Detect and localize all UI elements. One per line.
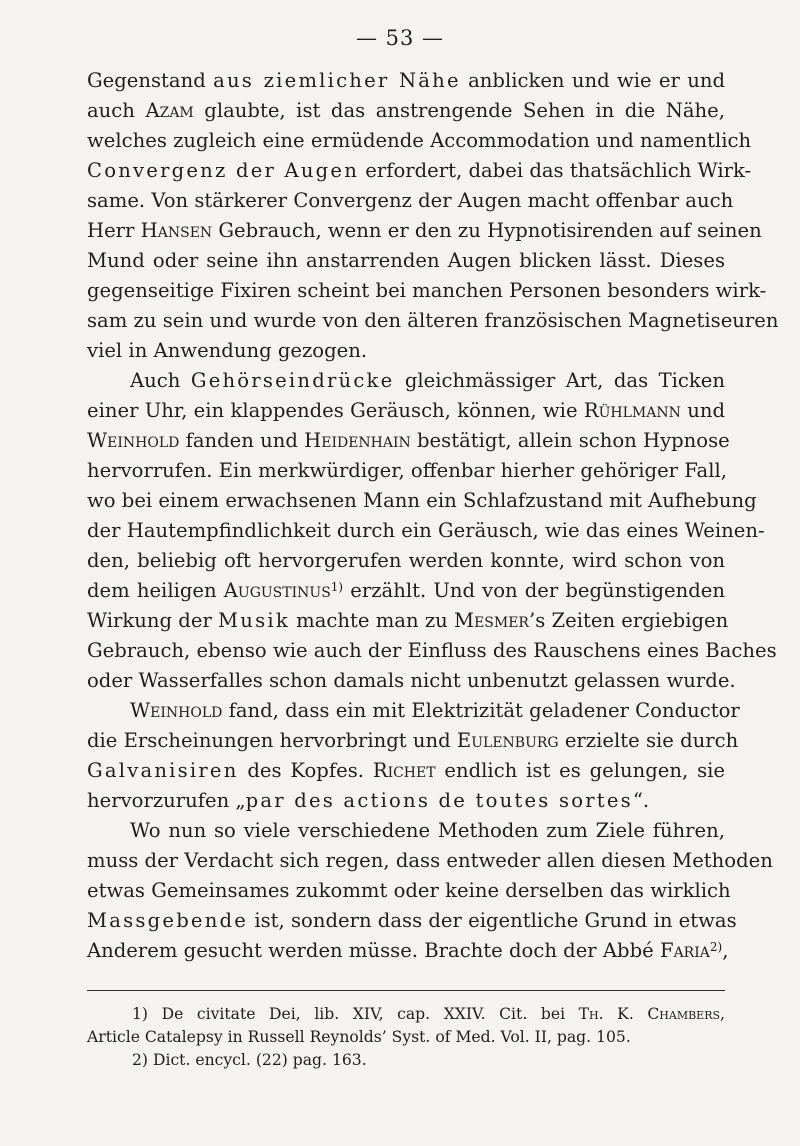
text-run: machte man zu bbox=[289, 609, 454, 632]
text-line bbox=[87, 816, 725, 846]
text-run: anblicken und wie er und bbox=[460, 69, 725, 92]
text-run: Gebrauch, wenn er den zu Hypnotisirenden auf seinen bbox=[212, 219, 762, 242]
text-run: sam zu sein und wurde von den älteren französischen Magnetiseuren bbox=[87, 309, 779, 332]
text-run: 2) Dict. encycl. (22) pag. 163. bbox=[132, 1051, 367, 1069]
text-run: bestätigt, allein schon Hypnose bbox=[410, 429, 730, 452]
footnotes bbox=[87, 1003, 725, 1072]
text-run: Weinhold bbox=[87, 429, 180, 452]
page-number: — 53 — bbox=[355, 26, 445, 50]
text-line bbox=[87, 636, 777, 666]
text-line bbox=[87, 216, 762, 246]
text-run: endlich ist es gelungen, sie bbox=[435, 759, 725, 782]
text-line bbox=[87, 696, 740, 726]
text-run: Richet bbox=[372, 759, 436, 782]
text-run: Hansen bbox=[140, 219, 213, 242]
text-run: Article Catalepsy in Russell Reynolds’ Syst. of Med. Vol. II, pag. 105. bbox=[87, 1028, 631, 1046]
text-run: aus ziemlicher Nähe bbox=[213, 69, 461, 92]
text-line bbox=[87, 246, 725, 276]
text-run: erzielte sie durch bbox=[558, 729, 739, 752]
text-run: Th. K. Chambers bbox=[578, 1005, 721, 1023]
text-line bbox=[87, 126, 752, 156]
text-run: par des actions de toutes sortes bbox=[245, 789, 633, 812]
text-line bbox=[87, 456, 725, 486]
footnote-line bbox=[87, 1026, 725, 1049]
text-run: Gebrauch, ebenso wie auch der Einfluss des Rauschens eines Baches bbox=[87, 639, 777, 662]
text-run: Rühlmann bbox=[583, 399, 681, 422]
text-run: ’s Zeiten ergiebigen bbox=[528, 609, 729, 632]
text-line bbox=[87, 306, 779, 336]
text-run: Gehörseindrücke bbox=[190, 369, 395, 392]
text-run: Wo nun so viele verschiedene Methoden zum Ziele führen, bbox=[130, 819, 725, 842]
text-run: Galvanisiren bbox=[87, 759, 239, 782]
text-line bbox=[87, 606, 729, 636]
text-run: den, beliebig oft hervorgerufen werden konnte, wird schon von bbox=[87, 549, 725, 572]
text-run: glaubte, ist das anstrengende Sehen in die Nähe, bbox=[193, 99, 725, 122]
text-run: same. Von stärkerer Convergenz der Augen macht offenbar auch bbox=[87, 189, 734, 212]
text-run: 1) De civitate Dei, lib. XIV, cap. XXIV. Cit. bei bbox=[132, 1005, 579, 1023]
text-run: fanden und bbox=[179, 429, 305, 452]
text-run: Azam bbox=[145, 99, 194, 122]
text-run: welches zugleich eine ermüdende Accommodation und namentlich bbox=[87, 129, 752, 152]
footnote-ref: 2) bbox=[709, 940, 723, 954]
text-run: , bbox=[720, 1005, 725, 1023]
text-line bbox=[87, 876, 731, 906]
text-run: hervorrufen. Ein merkwürdiger, offenbar hierher gehöriger Fall, bbox=[87, 459, 727, 482]
text-line bbox=[87, 396, 725, 426]
text-run: , bbox=[722, 939, 729, 962]
text-run: etwas Gemeinsames zukommt oder keine derselben das wirklich bbox=[87, 879, 731, 902]
text-line bbox=[87, 936, 729, 966]
text-line bbox=[87, 546, 725, 576]
text-line bbox=[87, 96, 725, 126]
text-line bbox=[87, 336, 725, 366]
text-run: die Erscheinungen hervorbringt und bbox=[87, 729, 457, 752]
text-run: Auch bbox=[130, 369, 191, 392]
text-run: Convergenz der Augen bbox=[87, 159, 360, 182]
text-run: Gegenstand bbox=[87, 69, 214, 92]
text-run: Eulenburg bbox=[456, 729, 559, 752]
text-run: auch bbox=[87, 99, 146, 122]
text-run: oder Wasserfalles schon damals nicht unbenutzt gelassen wurde. bbox=[87, 669, 736, 692]
text-line bbox=[87, 276, 767, 306]
text-run: Massgebende bbox=[87, 909, 249, 932]
footnote-divider bbox=[87, 990, 725, 991]
text-line bbox=[87, 846, 773, 876]
footnote-line bbox=[87, 1003, 725, 1026]
text-run: erfordert, dabei das thatsächlich Wirk- bbox=[359, 159, 752, 182]
text-run: Faria bbox=[659, 939, 710, 962]
text-run: Weinhold bbox=[130, 699, 223, 722]
text-line bbox=[87, 576, 725, 606]
text-line bbox=[87, 726, 739, 756]
text-run: Musik bbox=[218, 609, 290, 632]
text-line bbox=[87, 66, 725, 96]
text-line bbox=[87, 786, 725, 816]
text-run: der Hautempfindlichkeit durch ein Geräusch, wie das eines Weinen- bbox=[87, 519, 765, 542]
body-text bbox=[87, 66, 779, 966]
footnote-line bbox=[87, 1049, 725, 1072]
text-line bbox=[87, 186, 734, 216]
text-run: viel in Anwendung gezogen. bbox=[87, 339, 368, 362]
text-run: des Kopfes. bbox=[238, 759, 373, 782]
text-run: muss der Verdacht sich regen, dass entweder allen diesen Methoden bbox=[87, 849, 773, 872]
text-line bbox=[87, 486, 757, 516]
text-run: Herr bbox=[87, 219, 141, 242]
text-run: Mund oder seine ihn anstarrenden Augen blicken lässt. Dieses bbox=[87, 249, 725, 272]
text-run: dem heiligen bbox=[87, 579, 224, 602]
text-run: einer Uhr, ein klappendes Geräusch, können, wie bbox=[87, 399, 584, 422]
text-run: wo bei einem erwachsenen Mann ein Schlafzustand mit Aufhebung bbox=[87, 489, 757, 512]
text-line bbox=[87, 156, 752, 186]
text-run: erzählt. Und von der begünstigenden bbox=[343, 579, 725, 602]
text-run: Anderem gesucht werden müsse. Brachte doch der Abbé bbox=[87, 939, 660, 962]
text-run: Augustinus bbox=[223, 579, 331, 602]
text-run: hervorzurufen „ bbox=[87, 789, 246, 812]
text-run: gegenseitige Fixiren scheint bei manchen Personen besonders wirk- bbox=[87, 279, 767, 302]
text-line bbox=[87, 516, 765, 546]
text-line bbox=[87, 366, 725, 396]
text-line bbox=[87, 666, 736, 696]
text-run: Wirkung der bbox=[87, 609, 219, 632]
text-run: Mesmer bbox=[454, 609, 529, 632]
text-line bbox=[87, 756, 725, 786]
text-line bbox=[87, 906, 737, 936]
footnote-ref: 1) bbox=[330, 580, 344, 594]
text-run: fand, dass ein mit Elektrizität geladener Conductor bbox=[222, 699, 740, 722]
text-run: Heidenhain bbox=[304, 429, 411, 452]
text-run: “. bbox=[632, 789, 650, 812]
text-run: gleichmässiger Art, das Ticken bbox=[394, 369, 725, 392]
text-run: und bbox=[680, 399, 725, 422]
text-run: ist, sondern dass der eigentliche Grund in etwas bbox=[248, 909, 737, 932]
text-line bbox=[87, 426, 730, 456]
